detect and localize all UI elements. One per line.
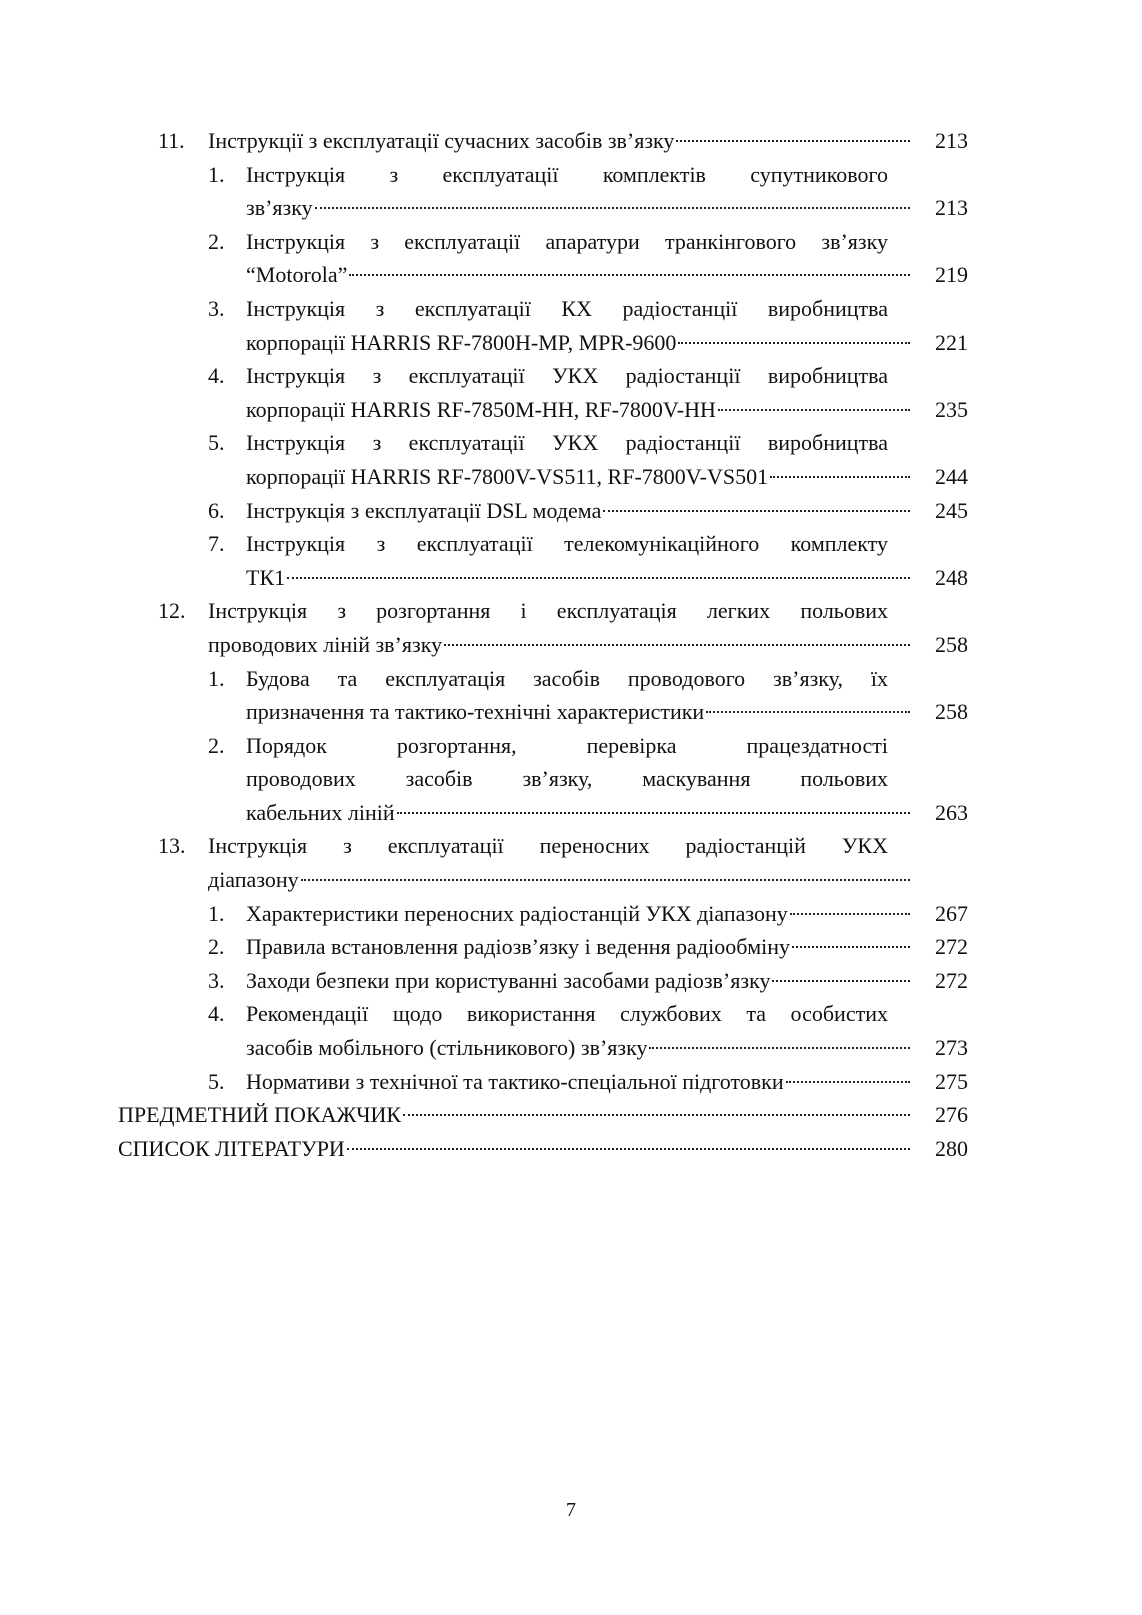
item-number: 2. bbox=[208, 228, 225, 254]
item-title: Інструкція з експлуатації DSL модема bbox=[246, 497, 602, 523]
item-title-row bbox=[246, 695, 910, 729]
item-title-cont: зв’язку bbox=[246, 195, 313, 221]
toc-subject-index[interactable] bbox=[118, 1098, 968, 1132]
toc-item-13-3[interactable] bbox=[118, 964, 968, 998]
page-ref: 275 bbox=[935, 1068, 968, 1094]
item-title-cont: засобів мобільного (стільникового) зв’язку bbox=[246, 1035, 648, 1061]
item-number: 4. bbox=[208, 363, 225, 389]
dot-leader bbox=[790, 913, 910, 915]
dot-leader bbox=[786, 1081, 910, 1083]
toc-item-13-1[interactable] bbox=[118, 897, 968, 931]
toc-item-11-1-line1[interactable] bbox=[118, 158, 968, 192]
section-title-row bbox=[208, 628, 910, 662]
item-title: Будова та експлуатація засобів проводового зв’язку, їх bbox=[246, 665, 888, 691]
item-title-row bbox=[246, 393, 910, 427]
toc-item-12-2-line2[interactable] bbox=[118, 762, 968, 796]
page-ref: 213 bbox=[935, 195, 968, 221]
item-title: Інструкція з експлуатації КХ радіостанції виробництва bbox=[246, 295, 888, 321]
back-matter-title: ПРЕДМЕТНИЙ ПОКАЖЧИК bbox=[118, 1102, 402, 1128]
dot-leader bbox=[678, 342, 910, 344]
section-title: Інструкція з розгортання і експлуатація легких польових bbox=[208, 598, 888, 624]
dot-leader bbox=[676, 140, 910, 142]
page-ref: 244 bbox=[935, 463, 968, 489]
page-ref: 235 bbox=[935, 396, 968, 422]
item-title-cont: корпорації HARRIS RF-7850M-HH, RF-7800V-HH bbox=[246, 396, 716, 422]
toc-section-13-line1[interactable] bbox=[118, 829, 968, 863]
toc-section-13-line2[interactable] bbox=[118, 863, 968, 897]
item-title: Інструкція з експлуатації апаратури транкінгового зв’язку bbox=[246, 228, 888, 254]
page-ref: 280 bbox=[935, 1135, 968, 1161]
page-ref: 219 bbox=[935, 262, 968, 288]
item-title-row bbox=[246, 796, 910, 830]
toc-item-11-2-line2[interactable] bbox=[118, 258, 968, 292]
toc-item-13-4-line2[interactable] bbox=[118, 1031, 968, 1065]
dot-leader bbox=[397, 812, 910, 814]
item-title-row bbox=[246, 1031, 910, 1065]
section-number: 13. bbox=[158, 833, 186, 859]
item-title-cont: кабельних ліній bbox=[246, 799, 395, 825]
toc-item-13-5[interactable] bbox=[118, 1065, 968, 1099]
item-title: Рекомендації щодо використання службових та особистих bbox=[246, 1001, 888, 1027]
page-ref: 221 bbox=[935, 329, 968, 355]
section-title: Інструкції з експлуатації сучасних засобів зв’язку bbox=[208, 128, 675, 153]
back-matter-row bbox=[118, 1132, 910, 1166]
dot-leader bbox=[649, 1047, 910, 1049]
item-title: Інструкція з експлуатації телекомунікаційного комплекту bbox=[246, 531, 888, 557]
page-ref: 267 bbox=[935, 900, 968, 926]
item-title: Порядок розгортання, перевірка працездатності bbox=[246, 732, 888, 758]
item-number: 3. bbox=[208, 295, 225, 321]
item-title-cont: корпорації HARRIS RF-7800H-MP, MPR-9600 bbox=[246, 329, 677, 355]
item-number: 7. bbox=[208, 531, 225, 557]
page-ref: 258 bbox=[935, 699, 968, 725]
toc-bibliography[interactable] bbox=[118, 1132, 968, 1166]
item-title-row bbox=[246, 494, 910, 528]
section-number: 11. bbox=[158, 128, 185, 153]
dot-leader bbox=[718, 409, 910, 411]
back-matter-title: СПИСОК ЛІТЕРАТУРИ bbox=[118, 1135, 345, 1161]
dot-leader bbox=[770, 476, 910, 478]
page-ref: 272 bbox=[935, 967, 968, 993]
item-title: Інструкція з експлуатації УКХ радіостанції виробництва bbox=[246, 430, 888, 456]
item-number: 4. bbox=[208, 1001, 225, 1027]
dot-leader bbox=[349, 274, 910, 276]
page-ref: 263 bbox=[935, 799, 968, 825]
page-ref: 276 bbox=[935, 1102, 968, 1128]
dot-leader bbox=[403, 1114, 910, 1116]
page-ref: 213 bbox=[935, 128, 968, 153]
item-title: Заходи безпеки при користуванні засобами радіозв’язку bbox=[246, 967, 771, 993]
item-title: Правила встановлення радіозв’язку і ведення радіообміну bbox=[246, 934, 790, 960]
back-matter-row bbox=[118, 1098, 910, 1132]
section-title-row bbox=[208, 124, 910, 158]
item-title-cont: корпорації HARRIS RF-7800V-VS511, RF-7800V-VS501 bbox=[246, 463, 769, 489]
toc-section-11[interactable] bbox=[118, 124, 968, 158]
dot-leader bbox=[772, 980, 910, 982]
toc-item-11-3-line1[interactable] bbox=[118, 292, 968, 326]
toc-item-12-1-line2[interactable] bbox=[118, 695, 968, 729]
page-ref: 273 bbox=[935, 1035, 968, 1061]
item-number: 5. bbox=[208, 1068, 225, 1094]
item-title-row bbox=[246, 964, 910, 998]
item-title-cont: проводових засобів зв’язку, маскування польових bbox=[246, 766, 888, 792]
item-title-cont: призначення та тактико-технічні характеристики bbox=[246, 699, 705, 725]
item-title-row bbox=[246, 561, 910, 595]
toc-item-11-4-line1[interactable] bbox=[118, 359, 968, 393]
dot-leader bbox=[706, 711, 910, 713]
table-of-contents bbox=[118, 124, 968, 1165]
item-number: 6. bbox=[208, 497, 225, 523]
toc-item-11-5-line1[interactable] bbox=[118, 426, 968, 460]
dot-leader bbox=[301, 879, 910, 881]
dot-leader bbox=[603, 510, 910, 512]
toc-item-11-6[interactable] bbox=[118, 494, 968, 528]
page-ref: 245 bbox=[935, 497, 968, 523]
toc-section-12-line2[interactable] bbox=[118, 628, 968, 662]
dot-leader bbox=[347, 1148, 910, 1150]
item-title-row bbox=[246, 1065, 910, 1099]
item-title-row bbox=[246, 191, 910, 225]
toc-item-11-7-line2[interactable] bbox=[118, 561, 968, 595]
item-title-row bbox=[246, 460, 910, 494]
page-ref: 248 bbox=[935, 564, 968, 590]
item-number: 2. bbox=[208, 732, 225, 758]
toc-item-11-4-line2[interactable] bbox=[118, 393, 968, 427]
toc-item-12-2-line3[interactable] bbox=[118, 796, 968, 830]
item-title: Інструкція з експлуатації комплектів супутникового bbox=[246, 161, 888, 187]
section-number: 12. bbox=[158, 598, 186, 624]
section-title-row bbox=[208, 863, 910, 897]
dot-leader bbox=[287, 577, 910, 579]
item-number: 1. bbox=[208, 161, 225, 187]
item-number: 1. bbox=[208, 900, 225, 926]
page-ref: 272 bbox=[935, 934, 968, 960]
dot-leader bbox=[315, 207, 910, 209]
toc-item-11-7-line1[interactable] bbox=[118, 527, 968, 561]
toc-item-13-4-line1[interactable] bbox=[118, 997, 968, 1031]
item-title: Інструкція з експлуатації УКХ радіостанції виробництва bbox=[246, 363, 888, 389]
item-title: Характеристики переносних радіостанцій УКХ діапазону bbox=[246, 900, 788, 926]
item-number: 5. bbox=[208, 430, 225, 456]
section-title-cont: проводових ліній зв’язку bbox=[208, 631, 443, 657]
toc-item-11-1-line2[interactable] bbox=[118, 191, 968, 225]
item-title: Нормативи з технічної та тактико-спеціальної підготовки bbox=[246, 1068, 784, 1094]
toc-item-11-5-line2[interactable] bbox=[118, 460, 968, 494]
page-ref: 258 bbox=[935, 631, 968, 657]
item-title-cont: “Motorola” bbox=[246, 262, 348, 288]
toc-section-12-line1[interactable] bbox=[118, 594, 968, 628]
toc-item-11-3-line2[interactable] bbox=[118, 326, 968, 360]
item-title-row bbox=[246, 897, 910, 931]
toc-item-12-1-line1[interactable] bbox=[118, 662, 968, 696]
toc-item-12-2-line1[interactable] bbox=[118, 729, 968, 763]
toc-item-11-2-line1[interactable] bbox=[118, 225, 968, 259]
toc-item-13-2[interactable] bbox=[118, 930, 968, 964]
item-number: 3. bbox=[208, 967, 225, 993]
item-title-row bbox=[246, 930, 910, 964]
section-title-cont: діапазону bbox=[208, 867, 299, 893]
dot-leader bbox=[444, 644, 910, 646]
dot-leader bbox=[792, 946, 910, 948]
item-title-row bbox=[246, 258, 910, 292]
item-number: 2. bbox=[208, 934, 225, 960]
item-title-cont: ТК1 bbox=[246, 564, 286, 590]
page-number: 7 bbox=[566, 1499, 576, 1521]
item-title-row bbox=[246, 326, 910, 360]
item-number: 1. bbox=[208, 665, 225, 691]
section-title: Інструкція з експлуатації переносних радіостанцій УКХ bbox=[208, 833, 888, 859]
